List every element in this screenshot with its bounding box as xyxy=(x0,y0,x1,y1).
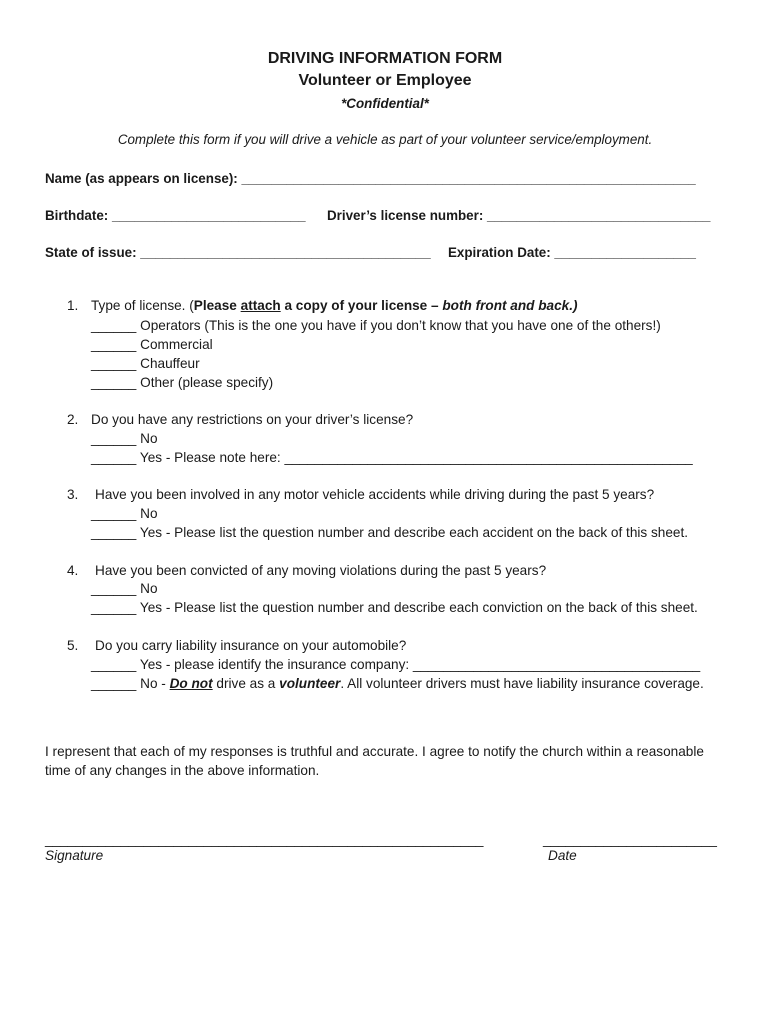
q3-question: Have you been involved in any motor vehicle accidents while driving during the past 5 years? xyxy=(95,487,655,502)
date-label: Date xyxy=(548,848,577,863)
q1-option-commercial[interactable]: ______ Commercial xyxy=(91,337,213,352)
q4-option-no[interactable]: ______ No xyxy=(91,581,158,596)
q1-question xyxy=(91,298,578,313)
q1-option-chauffeur[interactable]: ______ Chauffeur xyxy=(91,356,200,371)
state-of-issue-field[interactable]: State of issue: _______________________________________ xyxy=(45,245,431,260)
name-field[interactable]: Name (as appears on license): _____________________________________________________________ xyxy=(45,171,696,186)
q5-number: 5. xyxy=(67,638,79,653)
q5-option-no[interactable] xyxy=(91,676,704,691)
q5-no-end: . All volunteer drivers must have liability insurance coverage. xyxy=(340,676,704,691)
date-line[interactable]: _______________________ xyxy=(543,832,717,847)
attestation-line-2: time of any changes in the above information. xyxy=(45,763,320,778)
q5-option-yes[interactable]: ______ Yes - please identify the insurance company: ______________________________________ xyxy=(91,657,701,672)
q2-option-yes[interactable]: ______ Yes - Please note here: ______________________________________________________ xyxy=(91,450,693,465)
birthdate-field[interactable]: Birthdate: __________________________ xyxy=(45,208,306,223)
q5-no-mid: drive as a xyxy=(212,676,280,691)
q4-option-yes[interactable]: ______ Yes - Please list the question number and describe each conviction on the back of this sheet. xyxy=(91,600,698,615)
q1-bold-b: a copy of your license – xyxy=(280,298,443,313)
q2-number: 2. xyxy=(67,412,79,427)
q3-option-yes[interactable]: ______ Yes - Please list the question number and describe each accident on the back of this sheet. xyxy=(91,525,689,540)
confidential-label: *Confidential* xyxy=(341,96,429,111)
form-instruction: Complete this form if you will drive a vehicle as part of your volunteer service/employment. xyxy=(117,132,653,147)
q1-attach: attach xyxy=(240,298,281,313)
q4-number: 4. xyxy=(67,563,79,578)
attestation-line-1: I represent that each of my responses is truthful and accurate. I agree to notify the church within a reasonable xyxy=(45,744,704,759)
q5-no-prefix: ______ No - xyxy=(91,676,170,691)
signature-line[interactable]: __________________________________________________________ xyxy=(45,832,484,847)
q4-question: Have you been convicted of any moving violations during the past 5 years? xyxy=(95,563,547,578)
license-number-field[interactable]: Driver’s license number: ______________________________ xyxy=(327,208,711,223)
q1-bold-italic: both front and back.) xyxy=(442,298,578,313)
q5-question: Do you carry liability insurance on your automobile? xyxy=(95,638,407,653)
q1-number: 1. xyxy=(67,298,79,313)
q3-option-no[interactable]: ______ No xyxy=(91,506,158,521)
q1-option-operators[interactable]: ______ Operators (This is the one you have if you don’t know that you have one of the others!) xyxy=(91,318,661,333)
q2-option-no[interactable]: ______ No xyxy=(91,431,158,446)
expiration-date-field[interactable]: Expiration Date: ___________________ xyxy=(448,245,696,260)
q5-volunteer: volunteer xyxy=(279,676,341,691)
form-title: DRIVING INFORMATION FORM xyxy=(267,50,503,67)
q5-do-not: Do not xyxy=(169,676,213,691)
q1-text: Type of license. ( xyxy=(91,298,194,313)
form-subtitle: Volunteer or Employee xyxy=(298,72,472,89)
q1-option-other[interactable]: ______ Other (please specify) xyxy=(91,375,274,390)
signature-label: Signature xyxy=(45,848,104,863)
q3-number: 3. xyxy=(67,487,79,502)
q1-bold-a: Please xyxy=(193,298,241,313)
q2-question: Do you have any restrictions on your driver’s license? xyxy=(91,412,414,427)
